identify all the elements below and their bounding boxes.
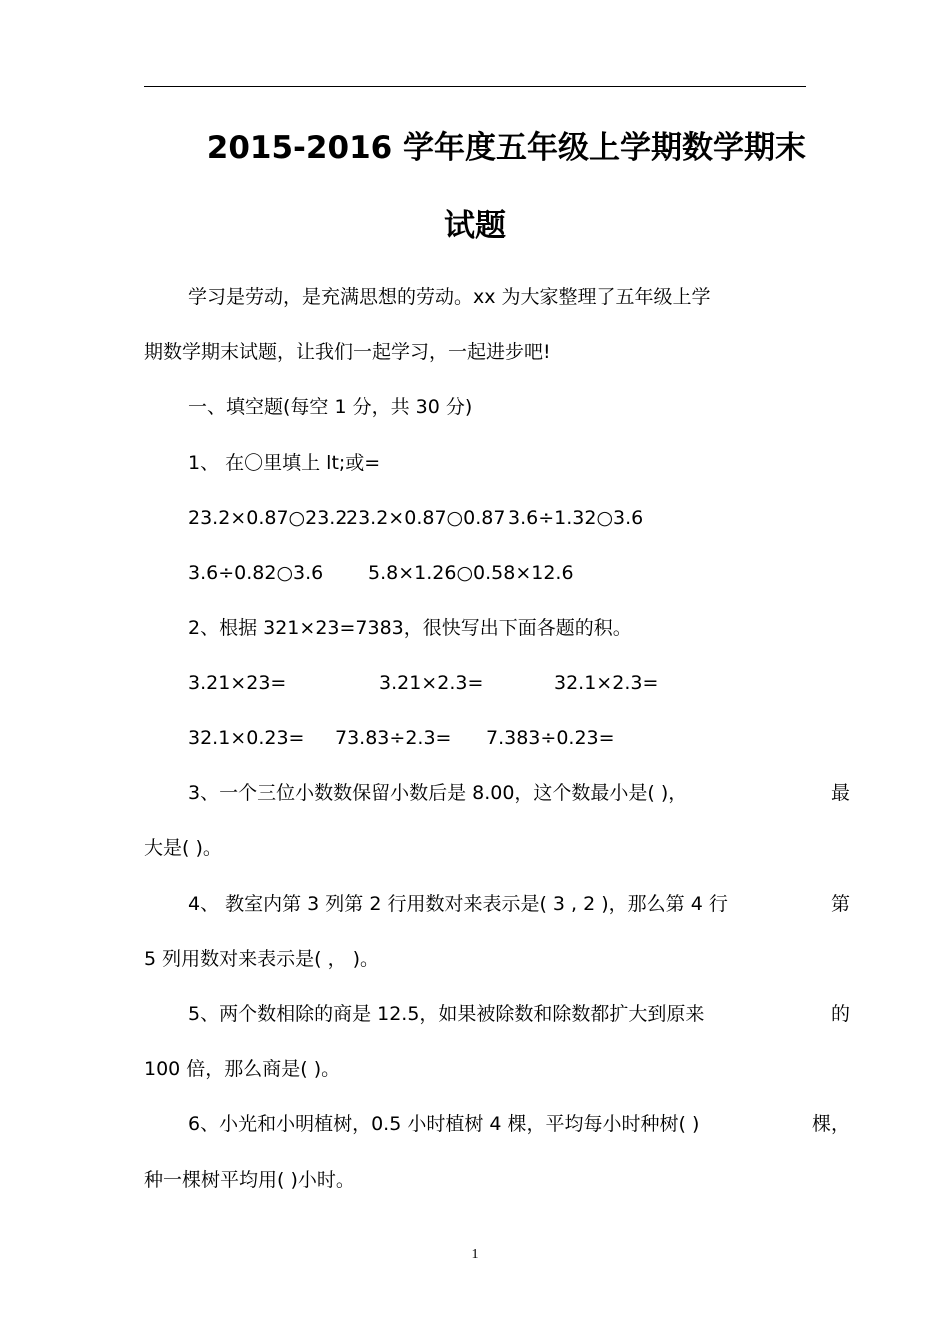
q4-line-1 bbox=[144, 891, 850, 917]
q1-stem: 1、 在〇里填上 lt;或= bbox=[188, 452, 381, 474]
title-line-1: 2015-2016 学年度五年级上学期数学期末 bbox=[206, 130, 806, 166]
q2-expr: 3.21×23= bbox=[188, 672, 287, 694]
q1-expr: 23.2×0.87○23.2 bbox=[188, 507, 348, 529]
q6-line-1 bbox=[144, 1111, 850, 1137]
q2-expr: 32.1×2.3= bbox=[554, 672, 659, 694]
header-rule bbox=[144, 86, 806, 87]
q3-text-end: 最 bbox=[830, 782, 850, 804]
q5-line-2: 100 倍，那么商是( )。 bbox=[144, 1058, 341, 1080]
q2-expr: 7.383÷0.23= bbox=[486, 727, 615, 749]
q6-text: 6、小光和小明植树，0.5 小时植树 4 棵，平均每小时种树( ) bbox=[188, 1113, 700, 1135]
intro-line-2: 期数学期末试题，让我们一起学习，一起进步吧! bbox=[144, 341, 551, 363]
q1-expr: 5.8×1.26○0.58×12.6 bbox=[368, 562, 574, 584]
q4-text-end: 第 bbox=[830, 893, 850, 915]
q3-text: 3、一个三位小数数保留小数后是 8.00，这个数最小是( )， bbox=[188, 782, 688, 804]
title-line-2: 试题 bbox=[444, 208, 506, 244]
q2-stem: 2、根据 321×23=7383，很快写出下面各题的积。 bbox=[188, 617, 632, 639]
q5-text: 5、两个数相除的商是 12.5，如果被除数和除数都扩大到原来 bbox=[188, 1003, 705, 1025]
q2-expr: 32.1×0.23= bbox=[188, 727, 305, 749]
q5-line-1 bbox=[144, 1001, 850, 1027]
q1-expr: 3.6÷0.82○3.6 bbox=[188, 562, 324, 584]
q4-text: 4、 教室内第 3 列第 2 行用数对来表示是( 3 , 2 )，那么第 4 行 bbox=[188, 893, 728, 915]
q6-text-end: 棵， bbox=[811, 1113, 850, 1135]
section-heading: 一、填空题(每空 1 分，共 30 分) bbox=[188, 396, 473, 418]
q4-line-2: 5 列用数对来表示是( ， )。 bbox=[144, 948, 380, 970]
q5-text-end: 的 bbox=[830, 1003, 850, 1025]
q2-expr: 3.21×2.3= bbox=[379, 672, 484, 694]
q6-line-2: 种一棵树平均用( )小时。 bbox=[144, 1169, 355, 1191]
page-number: 1 bbox=[471, 1247, 479, 1262]
q3-line-1 bbox=[144, 780, 850, 806]
q2-expr: 73.83÷2.3= bbox=[335, 727, 452, 749]
intro-line-1: 学习是劳动，是充满思想的劳动。xx 为大家整理了五年级上学 bbox=[188, 286, 711, 308]
q3-line-2: 大是( )。 bbox=[144, 837, 222, 859]
q1-expr: 3.6÷1.32○3.6 bbox=[508, 507, 644, 529]
q1-expr: 23.2×0.87○0.87 bbox=[346, 507, 506, 529]
